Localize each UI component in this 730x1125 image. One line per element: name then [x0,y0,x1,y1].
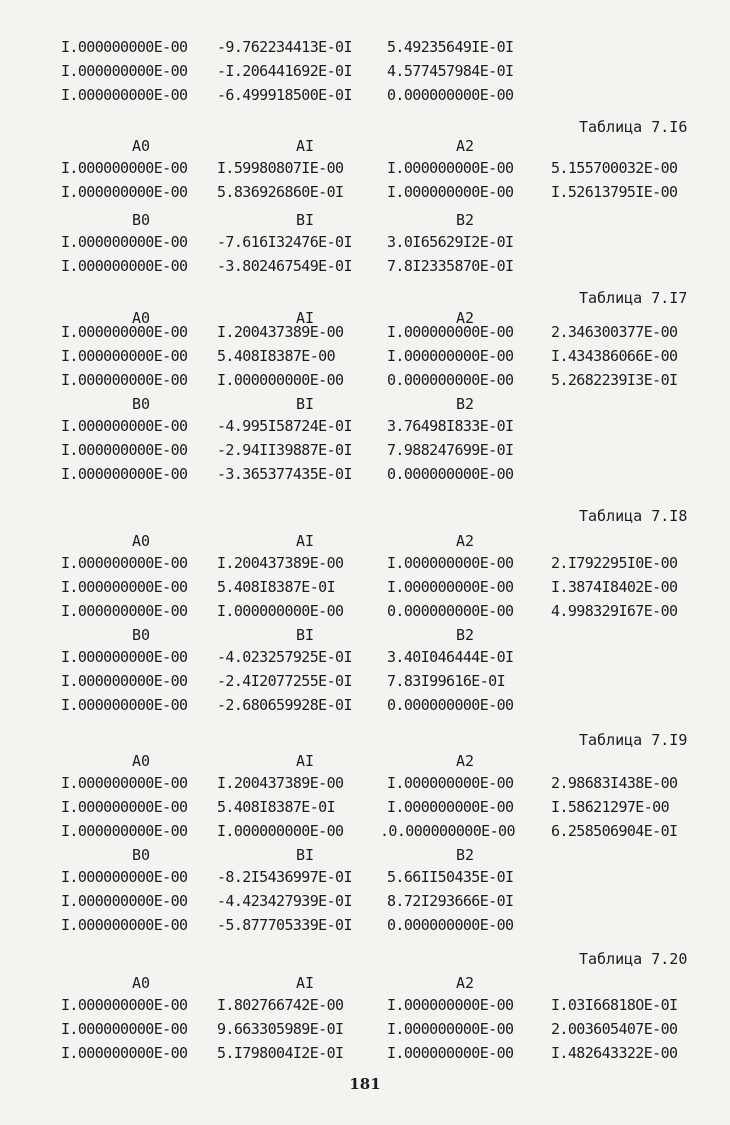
table-cell: I.000000000E-00 [61,648,188,666]
table-cell: I.000000000E-00 [387,578,514,596]
table-cell: -3.365377435E-0I [217,465,352,483]
table-cell: -8.2I5436997E-0I [217,868,352,886]
a-header-row [0,532,730,554]
table-cell: I.000000000E-00 [61,554,188,572]
a-header-row [0,752,730,774]
a-header-row [0,974,730,996]
table-cell: I.200437389E-00 [217,323,344,341]
table-row [0,696,730,720]
column-header: AI [296,309,315,327]
table-cell: I.000000000E-00 [387,159,514,177]
table-row [0,441,730,465]
table-cell: -2.94II39887E-0I [217,441,352,459]
table-cell: 5.836926860E-0I [217,183,344,201]
column-header: B0 [132,626,151,644]
column-header: BI [296,626,315,644]
table-cell: -4.023257925E-0I [217,648,352,666]
table-cell: 5.49235649IE-0I [387,38,514,56]
table-cell: I.000000000E-00 [61,1044,188,1062]
table-cell: I.000000000E-00 [61,602,188,620]
table-cell: I.000000000E-00 [61,323,188,341]
table-row [0,996,730,1020]
table-cell: I.000000000E-00 [61,672,188,690]
table-row [0,868,730,892]
table-cell: I.000000000E-00 [217,371,344,389]
table-row [0,371,730,395]
column-header: AI [296,532,315,550]
table-row [0,554,730,578]
table-cell: I.000000000E-00 [61,578,188,596]
table-cell: .0.000000000E-00 [380,822,515,840]
table-cell: -9.762234413E-0I [217,38,352,56]
table-row [0,916,730,940]
table-cell: -I.206441692E-0I [217,62,352,80]
table-7-18 [0,532,730,720]
table-cell: I.000000000E-00 [61,868,188,886]
table-cell: 2.003605407E-00 [551,1020,678,1038]
column-header: A0 [132,532,151,550]
page-number: 181 [349,1075,381,1093]
table-cell: I.03I66818OE-0I [551,996,678,1014]
table-cell: 2.346300377E-00 [551,323,678,341]
table-title: Таблица 7.I9 [579,731,688,749]
column-header: B2 [456,626,475,644]
table-cell: 0.000000000E-00 [387,696,514,714]
table-cell: I.000000000E-00 [61,996,188,1014]
table-cell: 0.000000000E-00 [387,371,514,389]
table-cell: I.000000000E-00 [387,774,514,792]
column-header: A2 [456,752,475,770]
table-row [0,1044,730,1068]
table-row [0,578,730,602]
table-cell: I.200437389E-00 [217,554,344,572]
table-cell: I.000000000E-00 [217,822,344,840]
table-cell: 3.40I046444E-0I [387,648,514,666]
column-header: A0 [132,309,151,327]
table-7-16 [0,137,730,281]
table-row [0,774,730,798]
table-row [0,323,730,347]
table-cell: 3.76498I833E-0I [387,417,514,435]
table-cell: I.000000000E-00 [61,62,188,80]
table-cell: I.000000000E-00 [387,798,514,816]
table-cell: I.000000000E-00 [61,159,188,177]
table-cell: 4.577457984E-0I [387,62,514,80]
a-header-row [0,309,730,327]
table-row [0,648,730,672]
table-cell: -7.616I32476E-0I [217,233,352,251]
table-cell: I.000000000E-00 [61,417,188,435]
table-cell: I.000000000E-00 [61,696,188,714]
column-header: A0 [132,752,151,770]
table-title: Таблица 7.20 [579,950,688,968]
table-cell: I.434386066E-00 [551,347,678,365]
table-title: Таблица 7.I6 [579,118,688,136]
column-header: AI [296,137,315,155]
table-cell: I.000000000E-00 [61,38,188,56]
table-cell: I.000000000E-00 [387,347,514,365]
table-cell: 6.258506904E-0I [551,822,678,840]
table-cell: I.000000000E-00 [61,371,188,389]
table-cell: I.000000000E-00 [61,774,188,792]
table-cell: I.000000000E-00 [61,465,188,483]
column-header: A0 [132,137,151,155]
table-row [0,347,730,371]
table-cell: I.000000000E-00 [61,892,188,910]
table-cell: I.000000000E-00 [61,822,188,840]
table-cell: -4.423427939E-0I [217,892,352,910]
table-row [0,86,730,110]
table-cell: I.000000000E-00 [387,996,514,1014]
table-row [0,417,730,441]
table-title: Таблица 7.I7 [579,289,688,307]
table-row [0,602,730,626]
table-cell: -4.995I58724E-0I [217,417,352,435]
table-row [0,1020,730,1044]
table-7-20 [0,974,730,1068]
column-header: AI [296,974,315,992]
table-cell: 0.000000000E-00 [387,86,514,104]
b-header-row [0,395,730,417]
table-cell: I.000000000E-00 [387,1020,514,1038]
table-cell: -6.499918500E-0I [217,86,352,104]
column-header: BI [296,211,315,229]
table-cell: 0.000000000E-00 [387,602,514,620]
b-header-row [0,846,730,868]
column-header: AI [296,752,315,770]
table-cell: 2.I792295I0E-00 [551,554,678,572]
table-cell: I.000000000E-00 [61,347,188,365]
table-cell: I.000000000E-00 [61,916,188,934]
column-header: B2 [456,395,475,413]
table-cell: I.3874I8402E-00 [551,578,678,596]
table-cell: I.000000000E-00 [61,798,188,816]
table-cell: -5.877705339E-0I [217,916,352,934]
table-cell: I.000000000E-00 [61,257,188,275]
table-cell: 5.408I8387E-0I [217,798,336,816]
table-cell: -2.4I2077255E-0I [217,672,352,690]
column-header: B2 [456,211,475,229]
column-header: A2 [456,137,475,155]
table-title: Таблица 7.I8 [579,507,688,525]
column-header: A2 [456,532,475,550]
column-header: BI [296,395,315,413]
table-cell: I.000000000E-00 [387,183,514,201]
table-cell: 4.998329I67E-00 [551,602,678,620]
table-cell: 5.408I8387E-0I [217,578,336,596]
table-cell: -2.680659928E-0I [217,696,352,714]
table-cell: 2.98683I438E-00 [551,774,678,792]
column-header: B0 [132,846,151,864]
table-cell: I.200437389E-00 [217,774,344,792]
table-row [0,465,730,489]
table-row [0,822,730,846]
table-row [0,257,730,281]
table-cell: -3.802467549E-0I [217,257,352,275]
table-cell: I.000000000E-00 [387,554,514,572]
table-cell: I.000000000E-00 [61,86,188,104]
table-cell: 3.0I65629I2E-0I [387,233,514,251]
table-cell: 8.72I293666E-0I [387,892,514,910]
table-cell: 7.8I2335870E-0I [387,257,514,275]
table-cell: I.000000000E-00 [387,323,514,341]
table-cell: 5.I798004I2E-0I [217,1044,344,1062]
table-cell: I.802766742E-00 [217,996,344,1014]
column-header: A2 [456,309,475,327]
table-row [0,892,730,916]
table-cell: I.58621297E-00 [551,798,670,816]
table-cell: I.52613795IE-00 [551,183,678,201]
table-cell: 5.66II50435E-0I [387,868,514,886]
a-header-row [0,137,730,159]
column-header: BI [296,846,315,864]
table-cell: 5.2682239I3E-0I [551,371,678,389]
table-cell: I.000000000E-00 [217,602,344,620]
table-cell: I.000000000E-00 [61,1020,188,1038]
table-cell: I.000000000E-00 [61,183,188,201]
table-cell: 9.663305989E-0I [217,1020,344,1038]
table-cell: 5.155700032E-00 [551,159,678,177]
table-cell: 7.83I99616E-0I [387,672,506,690]
b-header-row [0,211,730,233]
table-row [0,233,730,257]
table-row [0,183,730,207]
table-7-19 [0,752,730,940]
table-row [0,38,730,62]
table-cell: I.000000000E-00 [387,1044,514,1062]
column-header: B0 [132,395,151,413]
table-cell: I.000000000E-00 [61,441,188,459]
table-cell: I.000000000E-00 [61,233,188,251]
table-cell: 0.000000000E-00 [387,916,514,934]
table-cell: I.59980807IE-00 [217,159,344,177]
table-row [0,62,730,86]
column-header: B2 [456,846,475,864]
table-cell: 0.000000000E-00 [387,465,514,483]
table-cell: 7.988247699E-0I [387,441,514,459]
column-header: A0 [132,974,151,992]
table-row [0,798,730,822]
table-row [0,159,730,183]
column-header: A2 [456,974,475,992]
column-header: B0 [132,211,151,229]
table-cell: 5.408I8387E-00 [217,347,336,365]
table-row [0,672,730,696]
b-header-row [0,626,730,648]
intro-block [0,38,730,110]
table-7-17 [0,309,730,489]
table-cell: I.482643322E-00 [551,1044,678,1062]
